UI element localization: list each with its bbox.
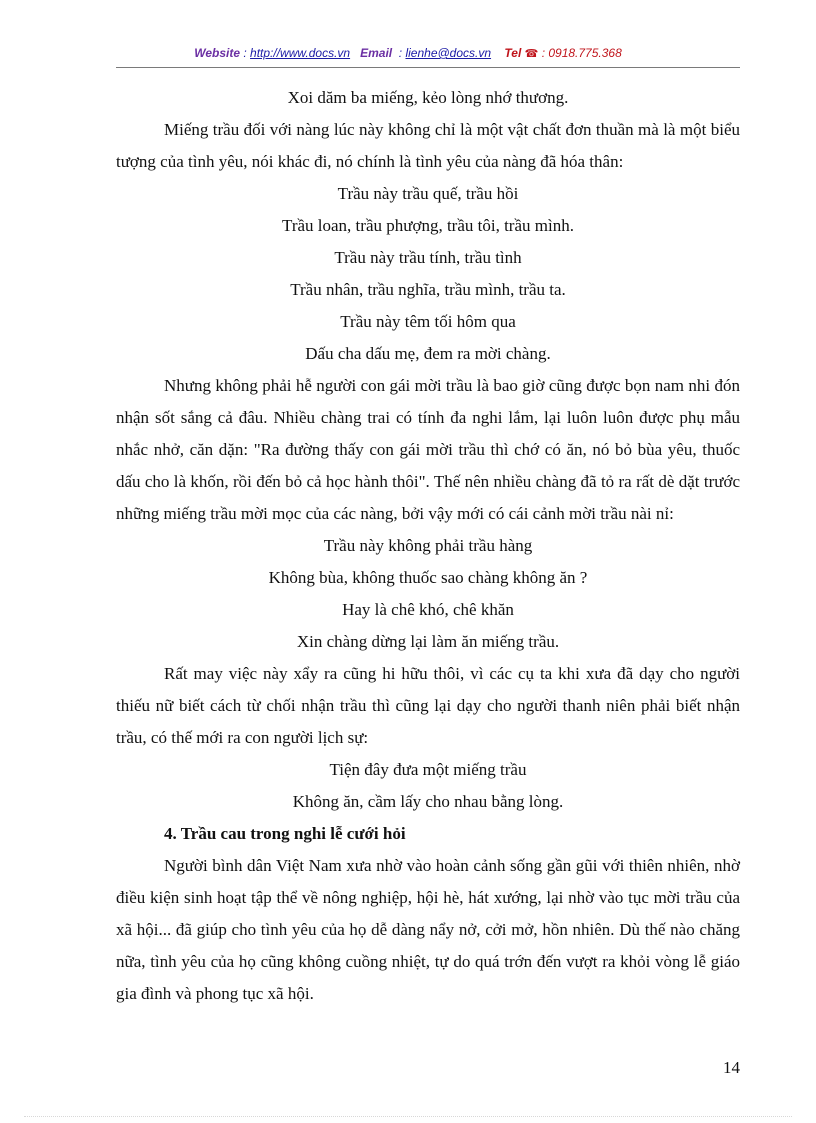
page-number: 14: [723, 1058, 740, 1077]
verse-line: Không ăn, cầm lấy cho nhau bằng lòng.: [292, 792, 564, 811]
verse-line: Xin chàng dừng lại làm ăn miếng trầu.: [296, 632, 560, 651]
verse-line: Tiện đây đưa một miếng trầu: [329, 760, 527, 779]
verse-line: Hay là chê khó, chê khăn: [342, 600, 514, 619]
verse-line: Trầu loan, trầu phượng, trầu tôi, trầu mình.: [282, 216, 574, 235]
paragraph: Người bình dân Việt Nam xưa nhờ vào hoàn cảnh sống gần gũi với thiên nhiên, nhờ điều kiện sinh hoạt tập thể về nông nghiệp, hội hè, hát xướng, lại nhờ vào tục mời trầu của xã hội... đã giúp cho tình yêu của họ dễ dàng nẩy nở, cởi mở, hồn nhiên. Dù thế nào chăng nữa, tình yêu của họ cũng không cuồng nhiệt, tự do quá trớn đến vượt ra khỏi vòng lễ giáo gia đình và phong tục xã hội.: [116, 856, 740, 1003]
verse-line: Trầu này trầu tính, trầu tình: [334, 248, 522, 267]
document-body: [116, 82, 740, 1010]
paragraph: Rất may việc này xẩy ra cũng hi hữu thôi, vì các cụ ta khi xưa đã dạy cho người thiếu nữ biết cách từ chối nhận trầu thì cũng lại dạy cho người thanh niên phải biết nhận trầu, có thế mới ra con người lịch sự:: [116, 664, 740, 747]
verse-line: Không bùa, không thuốc sao chàng không ăn ?: [268, 568, 588, 587]
tel-value: : 0918.775.368: [541, 46, 622, 60]
tel-label: Tel: [504, 46, 522, 60]
section-heading: 4. Trầu cau trong nghi lễ cưới hỏi: [164, 824, 406, 843]
verse-line: Trầu nhân, trầu nghĩa, trầu mình, trầu ta.: [290, 280, 566, 299]
phone-icon: ☎: [524, 48, 539, 60]
verse-line: Dấu cha dấu mẹ, đem ra mời chàng.: [305, 344, 551, 363]
website-label: Website: [194, 46, 241, 60]
verse-line: Trầu này không phải trầu hàng: [323, 536, 533, 555]
email-label: Email: [360, 46, 393, 60]
verse-line: Xoi dăm ba miếng, kẻo lòng nhớ thương.: [287, 88, 569, 107]
verse-line: Trầu này têm tối hôm qua: [340, 312, 516, 331]
page-bottom-divider: [24, 1116, 792, 1117]
email-link[interactable]: lienhe@docs.vn: [405, 46, 492, 60]
paragraph: Nhưng không phải hễ người con gái mời trầu là bao giờ cũng được bọn nam nhi đón nhận sốt sắng cả đâu. Nhiều chàng trai có tính đa nghi lắm, lại luôn luôn được phụ mẫu nhắc nhở, căn dặn: "Ra đường thấy con gái mời trầu thì chớ có ăn, nó bỏ bùa yêu, thuốc dấu cho là khốn, rồi đến bỏ cả học hành thôi". Thế nên nhiều chàng đã tỏ ra rất dè dặt trước những miếng trầu mời mọc của các nàng, bởi vậy mới có cái cảnh mời trầu nài nỉ:: [116, 376, 740, 523]
paragraph: Miếng trầu đối với nàng lúc này không chỉ là một vật chất đơn thuần mà là một biểu tượng của tình yêu, nói khác đi, nó chính là tình yêu của nàng đã hóa thân:: [116, 120, 740, 171]
website-link[interactable]: http://www.docs.vn: [250, 46, 351, 60]
page-header: Website : http://www.docs.vn Email : lienhe@docs.vn Tel ☎ : 0918.775.368: [194, 46, 622, 60]
header-divider: [116, 67, 740, 68]
verse-line: Trầu này trầu quế, trầu hồi: [337, 184, 519, 203]
